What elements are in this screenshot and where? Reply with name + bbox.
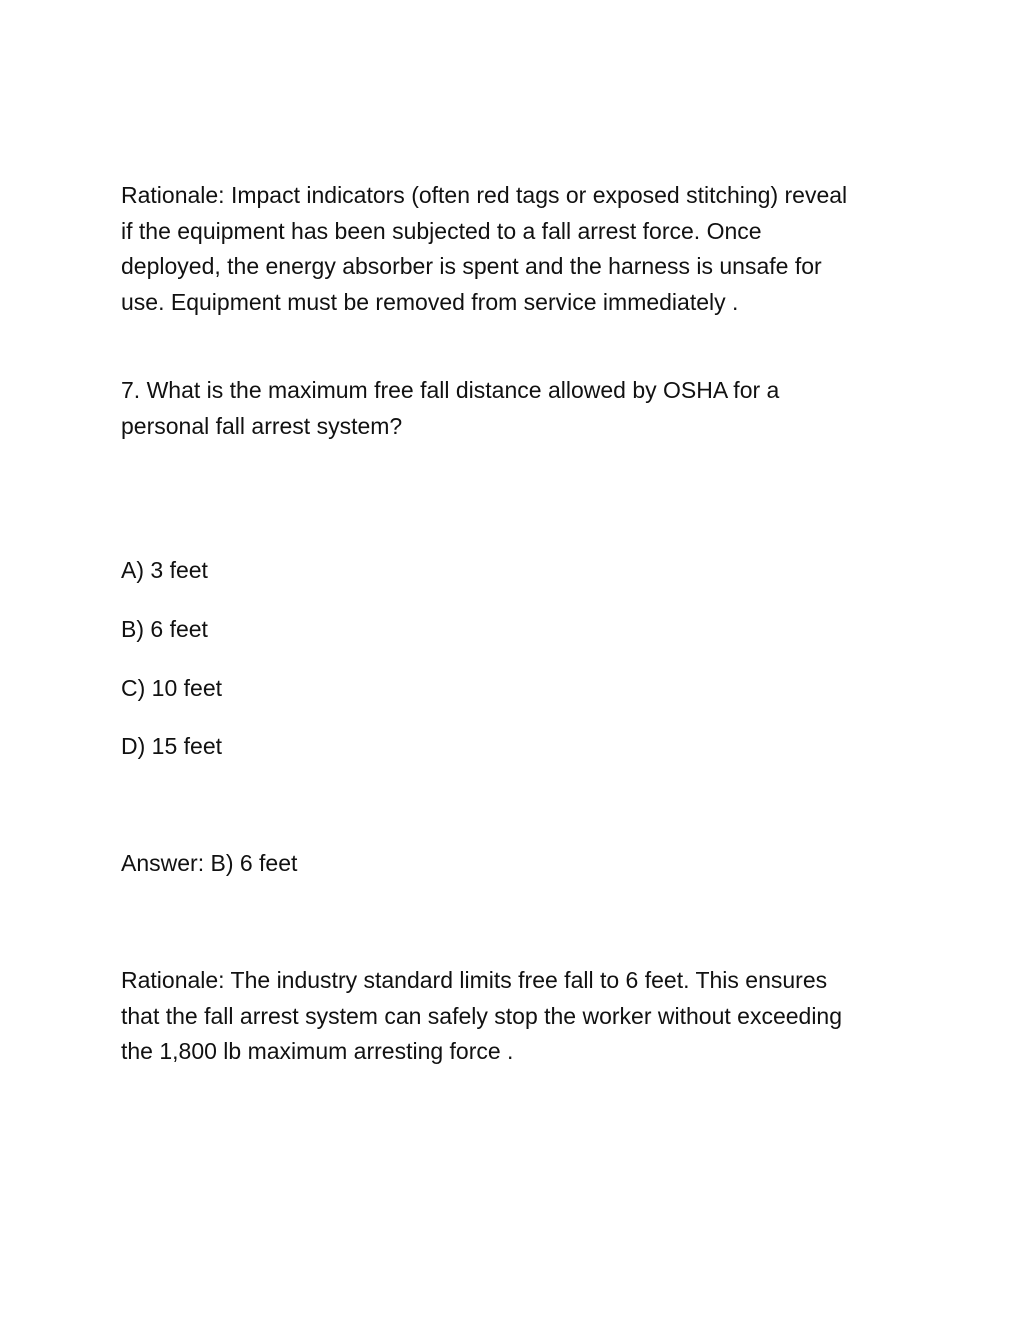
option-a: A) 3 feet (121, 557, 208, 583)
question-line-1: 7. What is the maximum free fall distance allowed by OSHA for a (121, 377, 780, 403)
option-d: D) 15 feet (121, 733, 222, 759)
option-c: C) 10 feet (121, 675, 222, 701)
question-7 (121, 373, 911, 444)
rationale-bottom-line-3: the 1,800 lb maximum arresting force . (121, 1038, 514, 1064)
rationale-bottom-line-2: that the fall arrest system can safely stop the worker without exceeding (121, 1002, 843, 1029)
rationale-top-line-3: deployed, the energy absorber is spent and the harness is unsafe for (121, 253, 822, 279)
option-b: B) 6 feet (121, 616, 208, 642)
rationale-bottom-line-1: Rationale: The industry standard limits free fall to 6 feet. This ensures (121, 967, 828, 993)
rationale-top-line-1: Rationale: Impact indicators (often red tags or exposed stitching) reveal (121, 182, 848, 208)
question-line-2: personal fall arrest system? (121, 412, 403, 439)
rationale-top-line-4: use. Equipment must be removed from service immediately . (121, 288, 739, 315)
answer-line: Answer: B) 6 feet (121, 850, 298, 876)
rationale-paragraph-top (121, 178, 911, 320)
rationale-paragraph-bottom (121, 963, 911, 1070)
rationale-top-line-2: if the equipment has been subjected to a fall arrest force. Once (121, 217, 762, 244)
